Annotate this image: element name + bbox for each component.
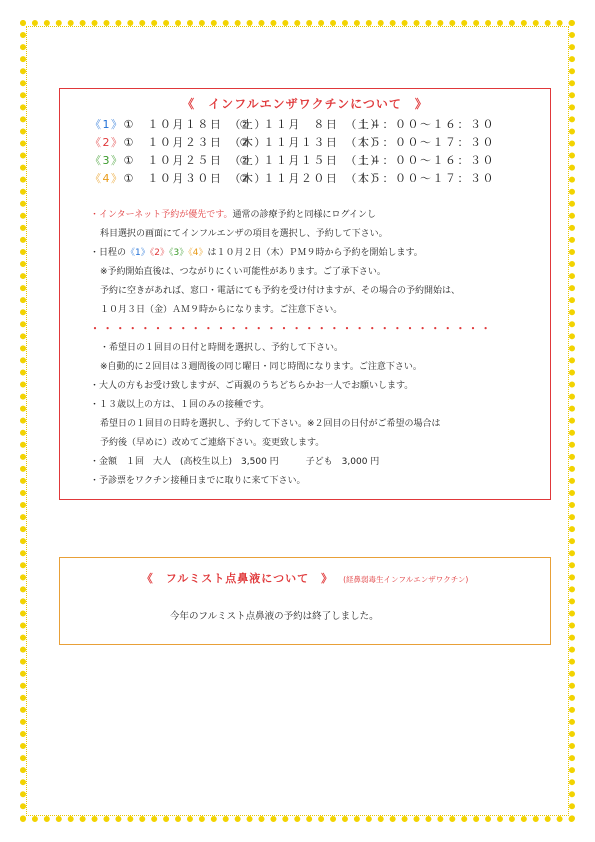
note-text: ・希望日の１回目の日付と時間を選択し、予約して下さい。 xyxy=(100,343,344,353)
flu-section-title: 《 インフルエンザワクチンについて 》 xyxy=(182,97,428,111)
flumist-title: 《 フルミスト点鼻液について 》 xyxy=(141,572,334,585)
group-label-3: 《3》 xyxy=(168,248,189,258)
schedule-time: １４：００〜１６：３０ xyxy=(357,118,495,131)
schedule-first-date: ① １０月３０日 （木） xyxy=(123,172,267,185)
schedule-group-label: 《3》 xyxy=(90,154,124,167)
note-internet-priority xyxy=(90,206,550,225)
flu-notes xyxy=(90,206,550,491)
note-price: ・金額 １回 大人 (高校生以上) 3,500 円 子ども 3,000 円 xyxy=(90,457,380,467)
note-text: １０月３日（金）ＡＭ９時からになります。ご注意下さい。 xyxy=(100,305,343,315)
flu-vaccine-section xyxy=(59,88,551,500)
schedule-time: １５：００〜１７：３０ xyxy=(357,136,495,149)
note-text: ・予診票をワクチン接種日までに取りに来て下さい。 xyxy=(90,476,306,486)
note-highlight: ・インターネット予約が優先です。 xyxy=(90,210,233,220)
schedule-row-1 xyxy=(90,116,550,134)
schedule-group-label: 《4》 xyxy=(90,172,124,185)
schedule-row-4 xyxy=(90,170,550,188)
flumist-subtitle: (経鼻弱毒生インフルエンザワクチン) xyxy=(343,575,469,584)
schedule-first-date: ① １０月１８日 （土） xyxy=(123,118,267,131)
note-text: 科目選択の画面にてインフルエンザの項目を選択し、予約して下さい。 xyxy=(100,229,388,239)
note-text: ・大人の方もお受け致しますが、ご両親のうちどちらかお一人でお願いします。 xyxy=(90,381,414,391)
schedule-time: １５：００〜１７：３０ xyxy=(357,172,495,185)
note-text: 予約に空きがあれば、窓口・電話にても予約を受け付けますが、その場合の予約開始は、 xyxy=(100,286,461,296)
schedule-group-label: 《2》 xyxy=(90,136,124,149)
schedule-second-date: ② １１月１５日 （土） xyxy=(239,154,383,167)
schedule-row-2 xyxy=(90,134,550,152)
note-text: ・１３歳以上の方は、１回のみの接種です。 xyxy=(90,400,270,410)
schedule-second-date: ② １１月１３日 （木） xyxy=(239,136,383,149)
note-text: 希望日の１回目の日時を選択し、予約して下さい。※２回目の日付がご希望の場合は xyxy=(100,419,441,429)
note-text: ・日程の xyxy=(90,248,127,258)
flu-schedule xyxy=(90,116,550,188)
flumist-heading xyxy=(60,567,550,586)
note-text: ※自動的に２回目は３週間後の同じ曜日・同じ時間になります。ご注意下さい。 xyxy=(100,362,422,372)
note-schedule-start xyxy=(90,244,550,263)
note-text: 通常の診療予約と同様にログインし xyxy=(232,210,377,220)
flumist-section xyxy=(59,557,551,645)
note-text: ※予約開始直後は、つながりにくい可能性があります。ご了承下さい。 xyxy=(100,267,386,277)
schedule-time: １４：００〜１６：３０ xyxy=(357,154,495,167)
schedule-group-label: 《1》 xyxy=(90,118,124,131)
schedule-second-date: ② １１月 ８日 （土） xyxy=(239,118,383,131)
schedule-first-date: ① １０月２５日 （土） xyxy=(123,154,267,167)
flumist-body: 今年のフルミスト点鼻液の予約は終了しました。 xyxy=(170,611,379,622)
dotted-separator: ・・・・・・・・・・・・・・・・・・・・・・・・・・・・・・・・ xyxy=(90,324,494,335)
group-label-1: 《1》 xyxy=(126,248,150,258)
note-text: 予約後（早めに）改めてご連絡下さい。変更致します。 xyxy=(100,438,325,448)
schedule-second-date: ② １１月２０日 （木） xyxy=(239,172,383,185)
group-label-4: 《4》 xyxy=(188,248,208,258)
note-text: は１０月２日（木）ＰＭ９時から予約を開始します。 xyxy=(207,248,423,258)
group-label-2: 《2》 xyxy=(149,248,169,258)
schedule-row-3 xyxy=(90,152,550,170)
schedule-first-date: ① １０月２３日 （木） xyxy=(123,136,267,149)
